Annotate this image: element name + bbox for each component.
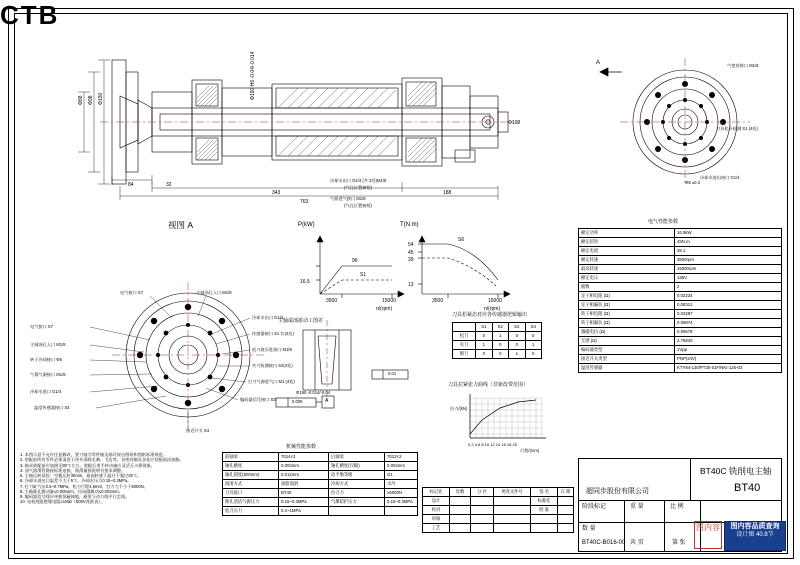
rev-c [494, 515, 531, 524]
note-line: 1. 本图示意不允许任意修改，要刀轴为零件轴及轴可按出图纸和图纸标准规范。 [20, 452, 168, 457]
param-name: 互感 (Ω) [579, 337, 675, 346]
dim-nose-length: 84 [128, 182, 134, 188]
sensor-state: 断刀 [453, 350, 476, 359]
table-row [579, 247, 782, 256]
sensor-col-s1: S1 [476, 323, 492, 332]
sensor-val: 0 [476, 332, 492, 341]
page-label: 共 页 [630, 540, 644, 546]
param-value: 16.5kW [675, 229, 782, 238]
sensor-val: 1 [492, 332, 508, 341]
mech-k1: 轴孔圆度(500mm) [223, 471, 279, 480]
param-name: 额定功率 [579, 229, 675, 238]
rev-h5: 签 名 [531, 488, 558, 497]
callout-proximity-switch: 接近开关 S4 [186, 428, 210, 433]
note-line: 5. 主轴运转试验：空载运转30min，最高转速下温升不超过25℃。 [20, 473, 142, 478]
callout-clamp-detect-s2: 夹刀检测接口 S2(4处) [252, 363, 293, 368]
svg-text:39: 39 [408, 257, 414, 263]
watermark-line2: 设计图 40.8节 [736, 532, 774, 538]
sensor-col-blank [453, 323, 476, 332]
table-row [423, 488, 574, 497]
param-value: 3500rpm [675, 256, 782, 265]
svg-text:行程/(mm): 行程/(mm) [520, 448, 540, 453]
gdt-tol-2: 0.005 [292, 399, 303, 404]
mech-k2 [329, 507, 385, 516]
param-value: 0.08312 [675, 301, 782, 310]
svg-text:n/(rpm): n/(rpm) [484, 306, 501, 312]
dim-od-102: Φ102 [508, 120, 521, 126]
callout-left-top-2: 主轴油孔入口 M1/8 [196, 290, 232, 295]
callout-encoder-port: 编码器信号接口 S3 [240, 397, 276, 402]
table-row [453, 332, 542, 341]
param-value: 0.06578 [675, 328, 782, 337]
svg-text:45: 45 [408, 250, 414, 256]
table-row [579, 346, 782, 355]
rev-h6: 日 期 [558, 488, 574, 497]
mech-v2 [385, 507, 418, 516]
rev-h3: 分 区 [471, 488, 494, 497]
param-value: 0.02287 [675, 310, 782, 319]
note-line: 7. 打刀缸气压0.5~0.7MPa，松刀行程4.5mm，打刀力不小于6000N。 [20, 483, 148, 489]
callout-spindle-oil-port: 主轴油孔入口 M1/8 [30, 342, 66, 347]
arrow-label-a-right: A [596, 60, 601, 66]
callout-rotor-cooling: 转子冷却接口 Φ6 [30, 357, 62, 362]
table-row [223, 489, 418, 498]
sensor-val: 0 [492, 341, 508, 350]
callout-coolant-outlet-note: (气孔位置参照) [344, 185, 372, 190]
mech-v1: 0.002mm [279, 462, 329, 471]
mech-k2: 后轴承 [329, 453, 385, 462]
param-name: 定子相电阻 (Ω) [579, 292, 675, 301]
callout-air-curtain: 气幕气源接口 M1/8 [30, 372, 66, 377]
rev-c [450, 515, 471, 524]
sensor-val: 0 [492, 350, 508, 359]
sensor-state: 松刀 [453, 332, 476, 341]
mech-k2: 动平衡等级 [329, 471, 385, 480]
mech-v2: G1 [385, 471, 418, 480]
callout-tool-unclamp-sensor: 刀具松开检测 S1 (4处) [716, 126, 758, 131]
param-name: 额定电压 [579, 274, 675, 283]
rev-c [494, 506, 531, 515]
mech-k2: 轴孔精度(仅幅) [329, 462, 385, 471]
table-row [223, 462, 418, 471]
callout-coolant-out: 冷却水出口 G1/4 [252, 315, 284, 320]
title-block-divider-v3 [664, 500, 665, 552]
param-name: 温度传感器 [579, 364, 675, 373]
mech-k1: 前轴承 [223, 453, 279, 462]
sensor-val: 1 [509, 350, 525, 359]
watermark-logo-icon: 图内容 [694, 521, 722, 549]
note-line: 2. 装配前所有零件必须清洗干净并清除毛刺、飞边等，各密封圈及各处应装配前涂油脂。 [20, 457, 184, 463]
mech-v2: 7012×2 [385, 453, 418, 462]
watermark-badge [724, 521, 786, 551]
mechanical-params-table [222, 452, 418, 516]
note-line: 6. 冷却水进出口温差不大于5℃，冷却水压力0.15~0.3MPa。 [20, 478, 132, 484]
company-name: 超同步股份有限公司 [586, 488, 649, 495]
callout-air-inlet: 气源进气接口 M1/8 [330, 196, 366, 201]
flatness-title: 主轴端部游动工图差 [278, 318, 324, 324]
param-name: 定子相漏抗 (Ω) [579, 301, 675, 310]
svg-text:15000: 15000 [488, 298, 502, 304]
param-value: 1Vpp [675, 346, 782, 355]
param-name: 编码器类型 [579, 346, 675, 355]
mech-v2: ≥6000N [385, 489, 418, 498]
mech-k1: 轴孔精度 [223, 462, 279, 471]
svg-text:拉力/(kN): 拉力/(kN) [450, 406, 468, 411]
dim-body-length: 343 [272, 190, 281, 196]
param-value: 0.09874 [675, 319, 782, 328]
view-a-title: 视图 A [168, 220, 194, 230]
svg-text:n/(rpm): n/(rpm) [376, 306, 393, 312]
table-row [579, 292, 782, 301]
table-row [423, 515, 574, 524]
rev-h1: 标记处 [423, 488, 450, 497]
svg-text:S6: S6 [458, 237, 465, 243]
dim-od-98: Φ98 [88, 95, 94, 105]
sensor-state: 夹刀 [453, 341, 476, 350]
table-row [579, 355, 782, 364]
param-name: 转子相电阻 (Ω) [579, 310, 675, 319]
rev-c [450, 506, 471, 515]
sensor-logic-table [452, 322, 542, 359]
table-row [453, 350, 542, 359]
torque-chart-title: T(N.m) [400, 222, 419, 228]
weight-label: 重 量 [630, 504, 644, 510]
svg-text:3500: 3500 [432, 298, 444, 304]
table-row [579, 274, 782, 283]
mech-v2: 0.15~0.3MPa [385, 498, 418, 507]
scale-label: 比 例 [670, 504, 684, 510]
rev-c [494, 524, 531, 533]
param-value: 135V [675, 274, 782, 283]
note-line: 4. 油气润滑管路按标准连接，润滑量按说明书要求调整。 [20, 467, 126, 473]
param-value: 2.76840 [675, 337, 782, 346]
dim-od-150: Φ150 [98, 92, 104, 105]
mech-k1: 锥孔清洁气源压力 [223, 498, 279, 507]
mech-v1: 0.15~0.3MPa [279, 498, 329, 507]
drawing-code: BT40C-B016-00 [582, 540, 626, 546]
param-name: 转子相漏抗 (Ω) [579, 319, 675, 328]
clamp-chart-title: 刀具拉紧张力曲线（非新改带范围） [448, 382, 529, 388]
mech-table-title: 机械性能参数 [286, 444, 317, 450]
mech-k2: 气爆防护压力 [329, 498, 385, 507]
product-name: BT40C 铣削电主轴 [700, 466, 772, 476]
svg-text:54: 54 [408, 242, 414, 248]
mech-v2: 0.004mm [385, 462, 418, 471]
param-value: PNP(24V) [675, 355, 782, 364]
param-value: 39.1 [675, 247, 782, 256]
callout-air-knife: 打刀气源进气口 M1 (4处) [248, 379, 295, 384]
param-value: 45N.m [675, 238, 782, 247]
sensor-val: 0 [525, 350, 542, 359]
callout-air-inlet-note: (气孔位置参照) [344, 203, 372, 208]
callout-coolant-ports: 冷却水进出接口 G1/4 [700, 175, 740, 180]
rev-c [471, 515, 494, 524]
table-row [579, 301, 782, 310]
param-name: 接近开关类型 [579, 355, 675, 364]
svg-text:13: 13 [408, 282, 414, 288]
rev-c: 审核 [423, 515, 450, 524]
note-line: 9. 编码器信号线应单独屏蔽接地，避免与动力线平行走线。 [20, 494, 130, 499]
gdt-tol-1: 0.01 [388, 371, 397, 376]
note-line: 10. 电机绕组绝缘电阻≥1MΩ（500V兆欧表）。 [20, 499, 105, 505]
title-block-divider-v [690, 458, 691, 500]
svg-text:16.5: 16.5 [300, 279, 310, 285]
table-row [579, 364, 782, 373]
callout-electrical-port: 电气接口 S7 [30, 324, 54, 329]
table-row [423, 506, 574, 515]
table-row [579, 310, 782, 319]
dim-bore-190: Φ190 H6 -0.04/-0.014 [250, 51, 256, 100]
table-row [453, 341, 542, 350]
param-value: 2 [675, 283, 782, 292]
dim-flange-thk: 32 [166, 182, 172, 188]
table-row [423, 497, 574, 506]
param-name: 激磁电抗 (Ω) [579, 328, 675, 337]
svg-text:96: 96 [352, 258, 358, 264]
gdt-datum: A [325, 398, 329, 404]
rev-c: 工艺 [423, 524, 450, 533]
table-row [579, 337, 782, 346]
table-row [579, 328, 782, 337]
table-row [579, 238, 782, 247]
rev-c: 设计 [423, 497, 450, 506]
qty-label: 数 量 [582, 526, 596, 532]
revision-table [422, 487, 574, 533]
table-row [579, 229, 782, 238]
table-row [579, 319, 782, 328]
torque-chart-svg [398, 228, 528, 318]
mech-k1: 刀具接口 [223, 489, 279, 498]
mech-k2: 冷却方式 [329, 480, 385, 489]
param-name: 额定扭矩 [579, 238, 675, 247]
rev-c [471, 497, 494, 506]
param-value: KTY84-130/PT30-51F/NKI-125-03 [675, 364, 782, 373]
mech-k2: 拉刀力 [329, 489, 385, 498]
callout-coolant-outlet: 冷却水出口 G1/4 (共 2处)M1/8 [330, 178, 387, 183]
drawing-notes [20, 452, 216, 505]
table-row [423, 524, 574, 533]
electrical-params-table [578, 228, 782, 373]
stage-label: 阶段标记 [582, 504, 607, 510]
dim-od-88: Φ88 [78, 95, 84, 105]
flatness-note: Φ190 -0.014/-0.04 [296, 390, 331, 395]
rev-c [450, 524, 471, 533]
rev-c [558, 506, 574, 515]
sensor-val: 1 [525, 341, 542, 350]
rev-c [450, 497, 471, 506]
param-name: 额定电流 [579, 247, 675, 256]
sensor-val: 0 [476, 350, 492, 359]
table-row [223, 507, 418, 516]
rev-c: 批 准 [531, 506, 558, 515]
table-row [223, 471, 418, 480]
table-row [223, 480, 418, 489]
sensor-table-title: 刀具松紧态对应各传感器逻辑输出 [452, 312, 528, 318]
param-value: 15000rpm [675, 265, 782, 274]
sheet-label: 第 张 [672, 540, 686, 546]
note-line: 3. 轴承装配前应加热至80℃左右，装配后用手转动轴应灵活无卡滞现象。 [20, 462, 155, 468]
rev-h4: 更改文件号 [494, 488, 531, 497]
rev-h2: 处数 [450, 488, 471, 497]
sensor-val: 1 [476, 341, 492, 350]
rev-c: 校对 [423, 506, 450, 515]
param-value: 0.02234 [675, 292, 782, 301]
sensor-val: 0 [509, 341, 525, 350]
svg-text:15000: 15000 [382, 298, 396, 304]
svg-text:3500: 3500 [326, 298, 338, 304]
callout-bolt-tol: Φ8 ±0.3 [685, 180, 700, 185]
table-row [223, 498, 418, 507]
svg-text:S1: S1 [360, 272, 367, 278]
dim-total-length: 763 [300, 199, 309, 205]
rev-c [471, 506, 494, 515]
rev-c [494, 497, 531, 506]
electrical-table-title: 电气性能参数 [648, 219, 679, 225]
mech-k1: 润滑方式 [223, 480, 279, 489]
table-row [579, 283, 782, 292]
callout-sensor-s1: 传感器接口 S1 位(4处) [252, 331, 294, 336]
model-code: BT40 [734, 482, 761, 494]
param-name: 最高转速 [579, 265, 675, 274]
mech-v1: 7014×2 [279, 453, 329, 462]
clamp-chart-svg [448, 390, 568, 456]
mech-v1: 0.4~1MPa [279, 507, 329, 516]
svg-text:0 2 4 6 8 10 12 14 16 18 20: 0 2 4 6 8 10 12 14 16 18 20 [468, 442, 517, 447]
param-name: 极数 [579, 283, 675, 292]
param-name: 额定转速 [579, 256, 675, 265]
title-block-divider [578, 500, 782, 501]
mech-v1: 0.012mm [279, 471, 329, 480]
note-line: 8. 主轴锥孔跳动量≤0.005mm，径向圆跳动≤0.003mm。 [20, 488, 123, 494]
rev-c [531, 524, 558, 533]
callout-unclamp-hyd: 松刀液压进油口 M1/8 [252, 347, 292, 352]
dim-rear-length: 188 [443, 190, 452, 196]
rev-c [471, 524, 494, 533]
table-row [579, 256, 782, 265]
mech-v2: 水冷 [385, 480, 418, 489]
sensor-col-s2: S2 [492, 323, 508, 332]
watermark-line1: 图内容品质查询 [730, 523, 780, 530]
sensor-col-s4: S4 [525, 323, 542, 332]
mech-k1: 松刀压力 [223, 507, 279, 516]
table-row [579, 265, 782, 274]
sensor-val: 0 [509, 332, 525, 341]
mech-v1: BT40 [279, 489, 329, 498]
rev-c [558, 515, 574, 524]
callout-air-seal: 气密封接口 M1/8 [727, 63, 759, 68]
table-row [223, 453, 418, 462]
callout-coolant-in: 冷却水进口 G1/4 [30, 389, 62, 394]
sensor-col-s3: S3 [509, 323, 525, 332]
company-logo: CTB [0, 0, 60, 30]
rev-c [558, 524, 574, 533]
power-chart-title: P(kW) [298, 222, 315, 228]
callout-left-top-1: 电气接口 S7 [120, 290, 144, 295]
rev-c [531, 515, 558, 524]
sensor-val: 0 [525, 332, 542, 341]
callout-temp-sensor: 温度传感器接口 S4 [34, 405, 70, 410]
rev-c [558, 497, 574, 506]
rev-c: 标准化 [531, 497, 558, 506]
mech-v1: 油脂润滑 [279, 480, 329, 489]
